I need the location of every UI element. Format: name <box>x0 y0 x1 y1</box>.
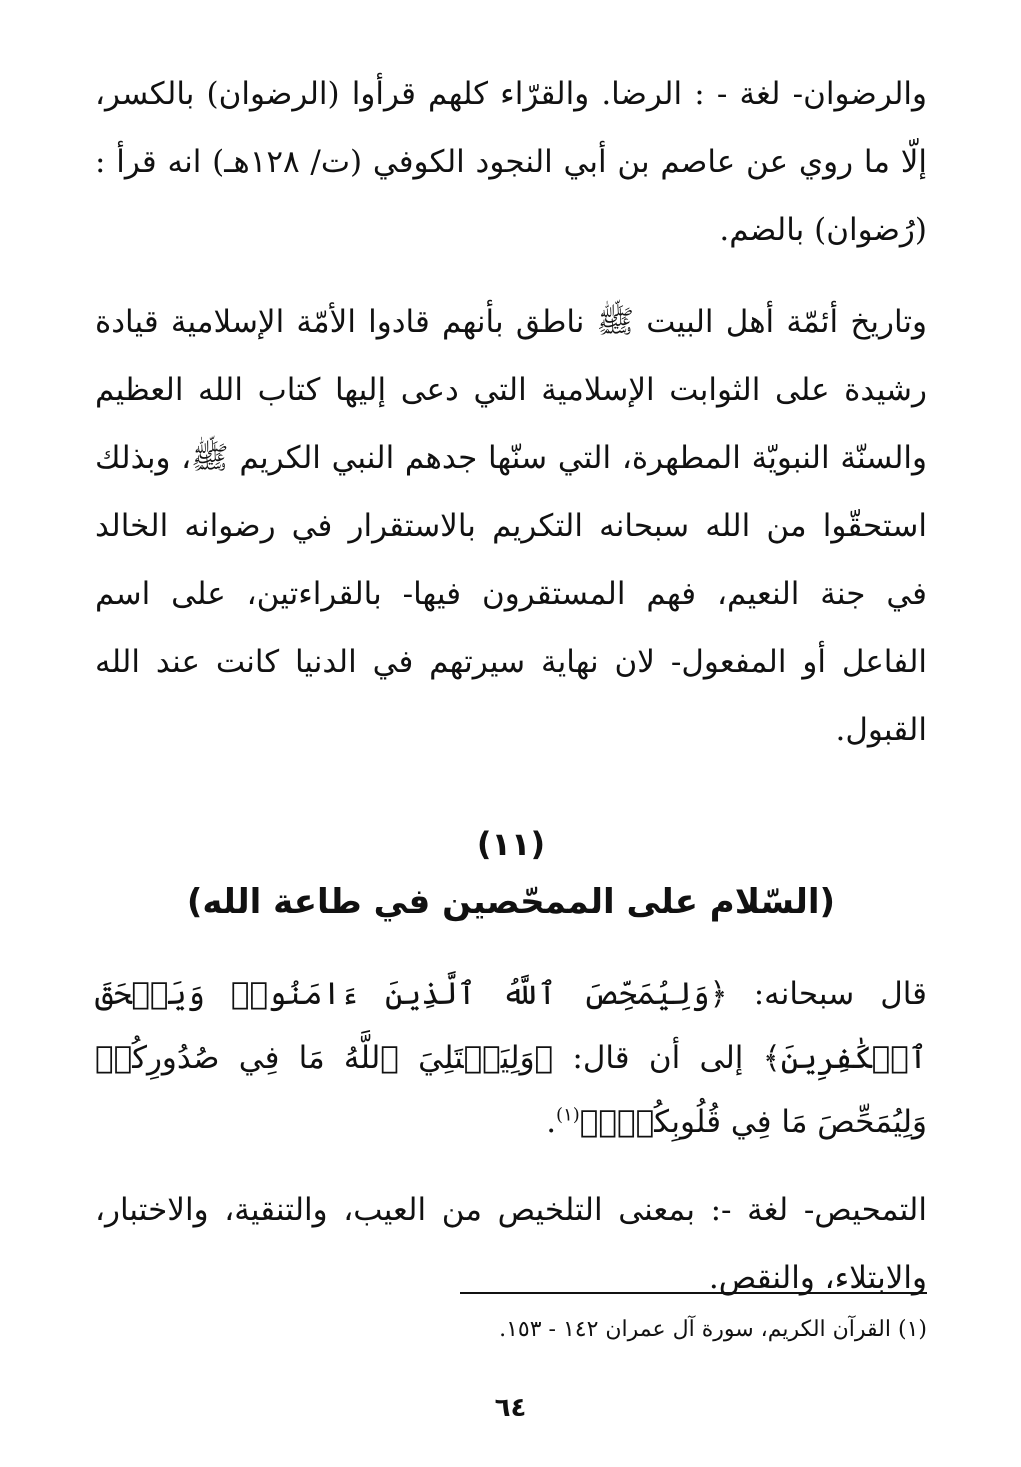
verse-intro: قال سبحانه: <box>727 976 927 1012</box>
paragraph-ahl-al-bayt-history: وتاريخ أئمّة أهل البيت ﷺ ناطق بأنهم قادوا الأمّة الإسلامية قيادة رشيدة على الثوابت الإسلامية التي دعى إليها كتاب الله العظيم والسنّة النبويّة المطهرة، التي سنّها جدهم النبي الكريم ﷺ، وبذلك استحقّوا من الله سبحانه التكريم بالاستقرار في رضوانه الخالد في جنة النعيم، فهم المستقرون فيها- بالقراءتين، على اسم الفاعل أو المفعول- لان نهاية سيرتهم في الدنيا كانت عند الله القبول. <box>95 304 927 748</box>
page-body <box>95 60 927 1322</box>
paragraph-tamhis-definition: التمحيص- لغة -: بمعنى التلخيص من العيب، والتنقية، والاختبار، والابتلاء، والنقص. <box>95 1192 927 1296</box>
verse-middle: إلى أن قال: <box>553 1040 763 1076</box>
section-number: (١١) <box>476 825 546 863</box>
footnote-divider <box>460 1292 927 1294</box>
paragraph-ridwan-definition: والرضوان- لغة - : الرضا. والقرّاء كلهم قرأوا (الرضوان) بالكسر، إلّا ما روي عن عاصم بن أبي النجود الكوفي (ت/ ١٢٨هـ) انه قرأ :(رُضوان) بالضم. <box>95 76 927 248</box>
quran-verse-2: ﴿وَلِيَبۡتَلِيَ ٱللَّهُ مَا فِي صُدُورِكُمۡ وَلِيُمَحِّصَ مَا فِي قُلُوبِكُمۡۚ﴾ <box>95 1040 927 1140</box>
verse-paragraph <box>95 962 927 1154</box>
verse-end: . <box>546 1104 557 1140</box>
footnote: (١) القرآن الكريم، سورة آل عمران ١٤٢ - ١٥٣. <box>499 1317 927 1342</box>
quran-verse-1: ﴿وَلِيُمَحِّصَ ٱللَّهُ ٱلَّذِينَ ءَامَنُوا۟ وَيَمۡحَقَ ٱلۡكَٰفِرِينَ﴾ <box>95 976 927 1076</box>
footnote-reference: (١) <box>556 1104 580 1126</box>
section-title: (السّلام على الممحّصين في طاعة الله) <box>186 882 836 922</box>
page-number: ٦٤ <box>494 1393 527 1423</box>
